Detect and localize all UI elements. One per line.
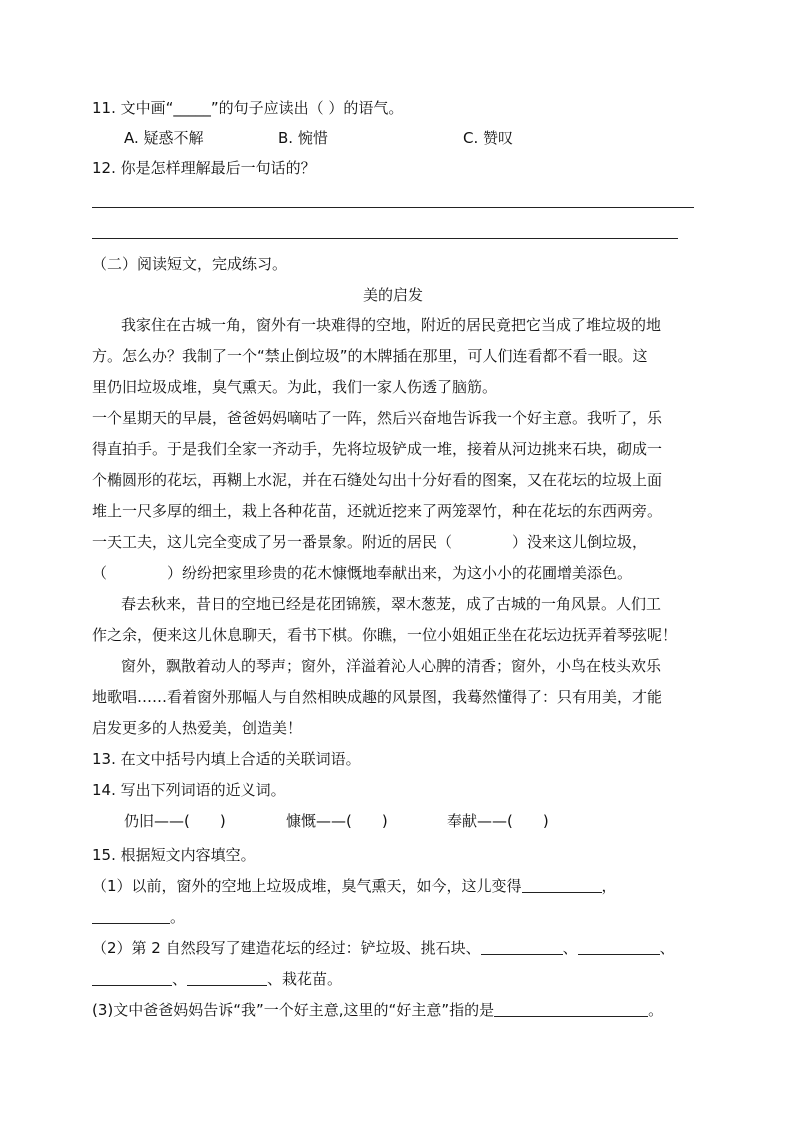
passage-line: 我家住在古城一角，窗外有一块难得的空地，附近的居民竟把它当成了堆垃圾的地 <box>121 316 662 334</box>
passage-line: 里仍旧垃圾成堆，臭气熏天。为此，我们一家人伤透了脑筋。 <box>92 378 498 396</box>
separator: ， <box>601 877 617 895</box>
passage-line: 窗外，飘散着动人的琴声；窗外，洋溢着沁人心脾的清香；窗外，小鸟在枝头欢乐 <box>121 657 662 675</box>
fill-blank[interactable] <box>92 907 170 924</box>
separator: 、 <box>659 939 675 957</box>
question-11-stem: 11. 文中画“_____”的句子应读出（ ）的语气。 <box>92 99 404 117</box>
question-14-item: 奉献——( ) <box>447 812 549 830</box>
passage-title: 美的启发 <box>363 286 424 304</box>
fill-blank[interactable] <box>578 938 660 955</box>
passage-line: 春去秋来，昔日的空地已经是花团锦簇，翠木葱茏，成了古城的一角风景。人们工 <box>121 595 662 613</box>
fill-blank[interactable] <box>494 1000 648 1017</box>
separator: 、 <box>562 939 578 957</box>
question-15-part-1 <box>92 876 617 896</box>
passage-line: 一天工夫，这儿完全变成了另一番景象。附近的居民（ ）没来这儿倒垃圾， <box>92 533 648 551</box>
fill-blank[interactable] <box>187 969 267 986</box>
fill-blank[interactable] <box>522 876 602 893</box>
passage-line: 一个星期天的早晨，爸爸妈妈嘀咕了一阵，然后兴奋地告诉我一个好主意。我听了，乐 <box>92 409 663 427</box>
question-14-item: 慷慨——( ) <box>286 812 388 830</box>
question-15-part-2-cont <box>92 969 342 989</box>
question-14-item: 仍旧——( ) <box>124 812 226 830</box>
question-14-stem: 14. 写出下列词语的近义词。 <box>92 781 286 799</box>
answer-line <box>92 238 678 239</box>
question-12-stem: 12. 你是怎样理解最后一句话的？ <box>92 159 316 177</box>
question-13-stem: 13. 在文中括号内填上合适的关联词语。 <box>92 750 361 768</box>
terminator: 、栽花苗。 <box>267 970 343 988</box>
question-15-part-1-text: （1）以前，窗外的空地上垃圾成堆，臭气熏天，如今，这儿变得 <box>92 877 522 895</box>
passage-line: （ ）纷纷把家里珍贵的花木慷慨地奉献出来，为这小小的花圃增美添色。 <box>92 564 633 582</box>
question-15-part-3 <box>92 1000 663 1020</box>
passage-line: 地歌唱……看着窗外那幅人与自然相映成趣的风景图，我蓦然懂得了：只有用美，才能 <box>92 688 663 706</box>
question-11-option-b: B. 惋惜 <box>278 129 328 147</box>
question-15-stem: 15. 根据短文内容填空。 <box>92 846 256 864</box>
question-15-part-2 <box>92 938 675 958</box>
question-15-part-2-text: （2）第 2 自然段写了建造花坛的经过：铲垃圾、挑石块、 <box>92 939 481 957</box>
fill-blank[interactable] <box>481 938 563 955</box>
question-15-part-1-cont <box>92 907 185 927</box>
fill-blank[interactable] <box>92 969 172 986</box>
passage-line: 作之余，便来这儿休息聊天，看书下棋。你瞧，一位小姐姐正坐在花坛边抚弄着琴弦呢！ <box>92 626 678 644</box>
passage-line: 堆上一尺多厚的细土，栽上各种花苗，还就近挖来了两笼翠竹，种在花坛的东西两旁。 <box>92 502 663 520</box>
terminator: 。 <box>170 908 186 926</box>
question-11-option-c: C. 赞叹 <box>463 129 514 147</box>
question-15-part-3-text: (3)文中爸爸妈妈告诉“我”一个好主意,这里的“好主意”指的是 <box>92 1001 495 1019</box>
passage-line: 方。怎么办？我制了一个“禁止倒垃圾”的木牌插在那里，可人们连看都不看一眼。这 <box>92 347 648 365</box>
passage-line: 启发更多的人热爱美，创造美！ <box>92 719 303 737</box>
answer-line <box>92 207 694 208</box>
question-11-option-a: A. 疑惑不解 <box>124 129 204 147</box>
passage-line: 得直拍手。于是我们全家一齐动手，先将垃圾铲成一堆，接着从河边挑来石块，砌成一 <box>92 440 663 458</box>
terminator: 。 <box>648 1001 664 1019</box>
section-heading: （二）阅读短文，完成练习。 <box>92 255 288 273</box>
passage-line: 个椭圆形的花坛，再糊上水泥，并在石缝处勾出十分好看的图案，又在花坛的垃圾上面 <box>92 471 663 489</box>
separator: 、 <box>172 970 188 988</box>
